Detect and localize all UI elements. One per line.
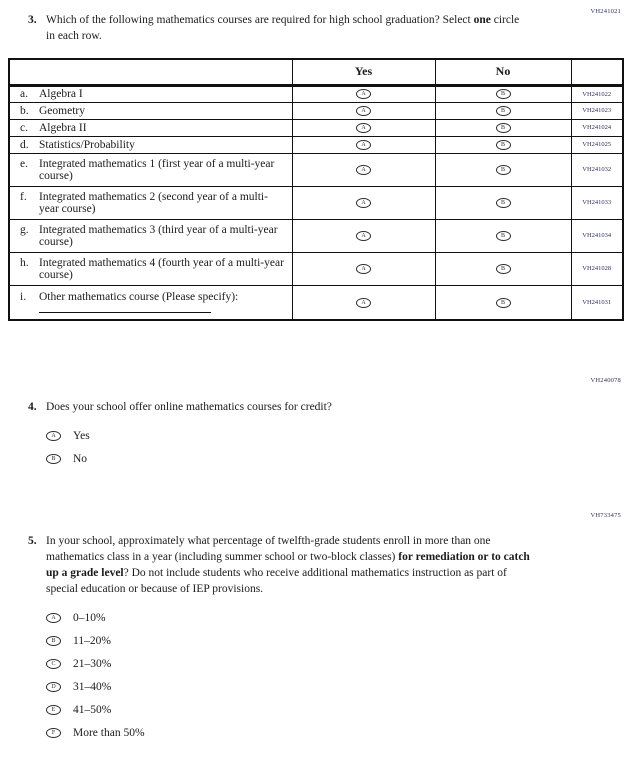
row-letter: c. <box>20 121 28 134</box>
q4-text: Does your school offer online mathematics courses for credit? <box>46 401 332 413</box>
table-row <box>9 186 623 219</box>
table-row <box>9 153 623 186</box>
table-row <box>9 285 623 320</box>
q3-number: 3. <box>28 14 37 26</box>
option-label: More than 50% <box>73 726 145 739</box>
response-bubble[interactable]: E <box>46 705 61 715</box>
q3-accession-code: VH241021 <box>590 8 621 15</box>
row-label: Integrated mathematics 2 (second year of a multi-year course) <box>39 190 268 215</box>
q4-accession-code: VH240078 <box>590 377 621 384</box>
no-response-bubble[interactable]: B <box>496 298 511 308</box>
write-in-line[interactable] <box>39 305 211 313</box>
row-letter: e. <box>20 157 28 170</box>
q3-text: Which of the following mathematics courses are required for high school graduation? Select one circle in each row. <box>46 14 520 42</box>
row-label: Algebra I <box>39 88 83 100</box>
no-response-bubble[interactable]: B <box>496 165 511 175</box>
option-label: 11–20% <box>73 634 111 647</box>
q4-number: 4. <box>28 401 37 413</box>
table-header-row <box>9 59 623 85</box>
table-row <box>9 85 623 102</box>
question-4 <box>28 399 548 470</box>
response-bubble[interactable]: B <box>46 454 61 464</box>
row-letter: i. <box>20 291 27 304</box>
response-bubble[interactable]: B <box>46 636 61 646</box>
table-row <box>9 219 623 252</box>
response-bubble[interactable]: A <box>46 431 61 441</box>
yes-response-bubble[interactable]: A <box>356 140 371 150</box>
question-5 <box>28 533 533 744</box>
no-response-bubble[interactable]: B <box>496 140 511 150</box>
table-row <box>9 252 623 285</box>
q3-bold-word: one <box>473 14 491 26</box>
yes-response-bubble[interactable]: A <box>356 231 371 241</box>
row-code: VH241032 <box>571 153 623 186</box>
yes-response-bubble[interactable]: A <box>356 106 371 116</box>
row-letter: h. <box>20 256 29 269</box>
q5-text: In your school, approximately what percentage of twelfth-grade students enroll in more than one mathematics class in a year (including summer school or two-block classes) for remediation or to catch up a grade level? Do not include students who receive additional mathematics instruction as part of special education or because of IEP provisions. <box>46 535 530 595</box>
response-bubble[interactable]: A <box>46 613 61 623</box>
row-letter: d. <box>20 138 29 151</box>
option-more-than-50 <box>46 721 533 744</box>
question-3 <box>28 12 528 44</box>
response-bubble[interactable]: D <box>46 682 61 692</box>
row-letter: a. <box>20 88 28 100</box>
option-label: No <box>73 452 88 465</box>
row-code: VH241031 <box>571 285 623 320</box>
row-code: VH241033 <box>571 186 623 219</box>
table-row <box>9 102 623 119</box>
option-yes <box>46 424 548 447</box>
no-response-bubble[interactable]: B <box>496 106 511 116</box>
row-code: VH241023 <box>571 102 623 119</box>
option-11-20 <box>46 629 533 652</box>
q5-number: 5. <box>28 535 37 547</box>
q5-bold-phrase: for remediation or to catch up a grade level <box>46 551 530 579</box>
no-response-bubble[interactable]: B <box>496 198 511 208</box>
yes-response-bubble[interactable]: A <box>356 298 371 308</box>
row-label: Algebra II <box>39 121 87 134</box>
row-label: Geometry <box>39 104 85 117</box>
row-code: VH241022 <box>571 85 623 102</box>
option-0-10 <box>46 606 533 629</box>
header-empty <box>9 59 292 85</box>
row-letter: g. <box>20 223 29 236</box>
row-code: VH241025 <box>571 136 623 153</box>
option-label: 31–40% <box>73 680 112 693</box>
q5-options <box>46 606 533 744</box>
yes-response-bubble[interactable]: A <box>356 198 371 208</box>
table-row <box>9 119 623 136</box>
row-label: Integrated mathematics 3 (third year of a multi-year course) <box>39 223 278 248</box>
yes-response-bubble[interactable]: A <box>356 89 371 99</box>
q4-options <box>46 424 548 470</box>
row-label: Integrated mathematics 1 (first year of a multi-year course) <box>39 157 275 182</box>
option-41-50 <box>46 698 533 721</box>
option-label: 41–50% <box>73 703 112 716</box>
option-label: 0–10% <box>73 611 106 624</box>
response-bubble[interactable]: C <box>46 659 61 669</box>
row-code: VH241024 <box>571 119 623 136</box>
header-no: No <box>435 59 571 85</box>
yes-response-bubble[interactable]: A <box>356 165 371 175</box>
header-code-empty <box>571 59 623 85</box>
no-response-bubble[interactable]: B <box>496 264 511 274</box>
no-response-bubble[interactable]: B <box>496 231 511 241</box>
option-no <box>46 447 548 470</box>
row-letter: b. <box>20 104 29 117</box>
response-bubble[interactable]: F <box>46 728 61 738</box>
no-response-bubble[interactable]: B <box>496 123 511 133</box>
yes-response-bubble[interactable]: A <box>356 264 371 274</box>
q3-response-table <box>8 58 624 321</box>
row-label: Integrated mathematics 4 (fourth year of a multi-year course) <box>39 256 284 281</box>
header-yes: Yes <box>292 59 435 85</box>
row-code: VH241028 <box>571 252 623 285</box>
yes-response-bubble[interactable]: A <box>356 123 371 133</box>
table-row <box>9 136 623 153</box>
row-code: VH241034 <box>571 219 623 252</box>
option-21-30 <box>46 652 533 675</box>
no-response-bubble[interactable]: B <box>496 89 511 99</box>
option-label: 21–30% <box>73 657 112 670</box>
row-letter: f. <box>20 190 27 203</box>
option-label: Yes <box>73 429 90 442</box>
row-label: Statistics/Probability <box>39 138 135 151</box>
option-31-40 <box>46 675 533 698</box>
q5-accession-code: VH733475 <box>590 512 621 519</box>
row-label: Other mathematics course (Please specify): <box>39 291 288 313</box>
